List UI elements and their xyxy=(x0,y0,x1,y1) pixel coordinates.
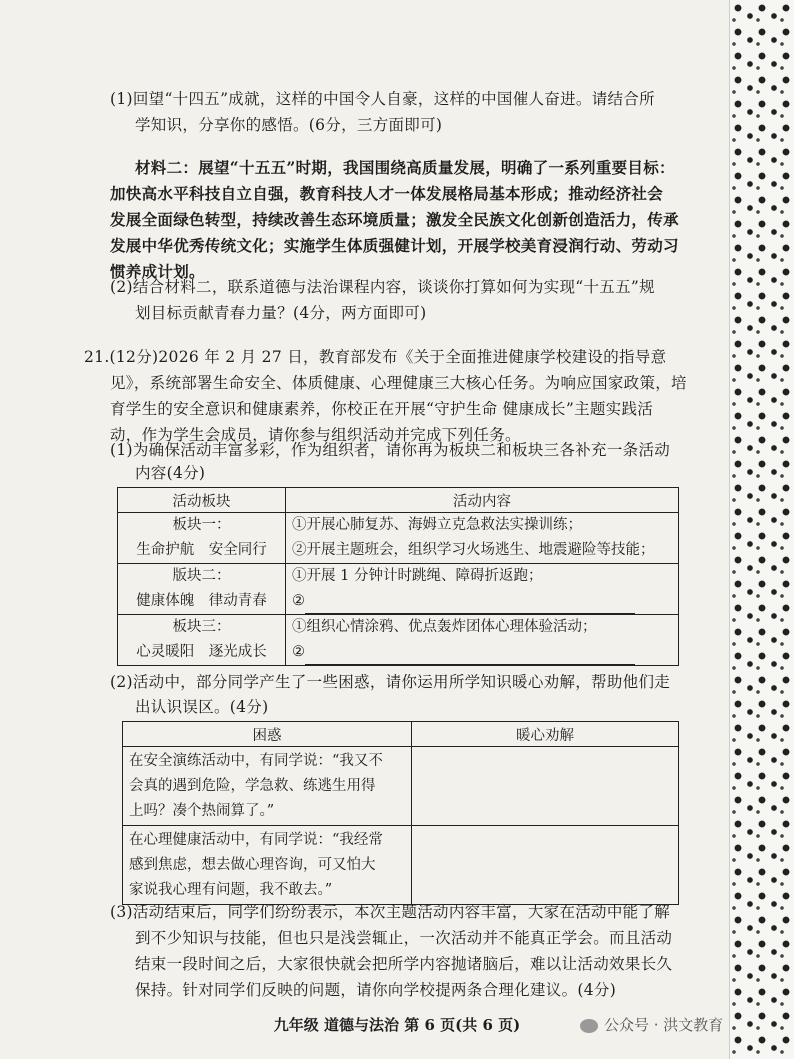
material2-line4: 发展中华优秀传统文化；实施学生体质强健计划，开展学校美育浸润行动、劳动习 xyxy=(110,236,679,255)
block-title: 板块三： xyxy=(172,619,231,635)
q21-sub3-line3: 结束一段时间之后，大家很快就会把所学内容抛诸脑后，难以让活动效果长久 xyxy=(135,955,673,973)
q21-line1: 21.(12分)2026 年 2 月 27 日，教育部发布《关于全面推进健康学校建设的指导意 xyxy=(84,348,667,366)
content-cell xyxy=(286,513,679,564)
q21-sub3-line4: 保持。针对同学们反映的问题，请你向学校提两条合理化建议。(4分) xyxy=(135,981,617,999)
answer-blank[interactable] xyxy=(305,597,635,614)
q20-sub1-line2: 学知识，分享你的感悟。(6分，三方面即可) xyxy=(135,116,443,134)
content-item: ①开展 1 分钟计时跳绳、障碍折返跑； xyxy=(292,568,543,584)
q21-line2: 见》，系统部署生命安全、体质健康、心理健康三大核心任务。为响应国家政策，培 xyxy=(110,374,687,392)
confusion-text: 感到焦虑，想去做心理咨询，可又怕大 xyxy=(129,856,376,873)
block-title: 板块一： xyxy=(172,517,231,533)
confusion-text: 上吗？凑个热闹算了。” xyxy=(129,802,275,819)
content-item: ②开展主题班会，组织学习火场逃生、地震避险等技能； xyxy=(292,542,655,558)
block-title: 版块二： xyxy=(172,568,231,584)
q21-sub2-line2: 出认识误区。(4分) xyxy=(135,698,269,716)
confusion-text: 家说我心理有问题，我不敢去。” xyxy=(129,881,333,898)
confusion-cell xyxy=(123,747,412,826)
answer-cell[interactable] xyxy=(412,826,679,905)
answer-cell[interactable] xyxy=(412,747,679,826)
confusion-text: 会真的遇到危险，学急救、练逃生用得 xyxy=(129,777,376,794)
confusion-cell xyxy=(123,826,412,905)
material2-line3: 发展全面绿色转型，持续改善生态环境质量；激发全民族文化创新创造活力，传承 xyxy=(110,210,679,229)
table-row xyxy=(123,747,679,826)
content-item: ①开展心肺复苏、海姆立克急救法实操训练； xyxy=(292,517,582,533)
confusion-table-head-a: 暖心劝解 xyxy=(412,722,679,747)
q21-sub1-line2: 内容(4分) xyxy=(135,464,206,482)
block-cell xyxy=(118,564,286,615)
block-cell xyxy=(118,513,286,564)
wechat-icon xyxy=(580,1019,598,1033)
material2-line2: 加快高水平科技自立自强，教育科技人才一体发展格局基本形成；推动经济社会 xyxy=(110,184,664,203)
q21-sub3-line1: (3)活动结束后，同学们纷纷表示，本次主题活动内容丰富，大家在活动中能了解 xyxy=(110,903,671,921)
table-row xyxy=(123,826,679,905)
block-subtitle: 心灵暖阳 逐光成长 xyxy=(136,644,267,660)
q21-line3: 育学生的安全意识和健康素养，你校正在开展“守护生命 健康成长”主题实践活 xyxy=(110,400,654,418)
activity-table xyxy=(117,487,679,666)
confusion-table xyxy=(122,721,679,905)
material2-line1: 材料二：展望“十五五”时期，我国围绕高质量发展，明确了一系列重要目标： xyxy=(135,158,675,177)
table-row xyxy=(118,513,679,564)
page-edge-pattern xyxy=(729,0,794,1059)
material2-line5: 惯养成计划。 xyxy=(110,262,205,281)
answer-blank[interactable] xyxy=(305,648,635,665)
q20-sub2-line2: 划目标贡献青春力量？(4分，两方面即可) xyxy=(135,304,427,322)
page-footer: 九年级 道德与法治 第 6 页(共 6 页) xyxy=(273,1016,521,1034)
content-item: ② xyxy=(292,593,305,609)
confusion-text: 在安全演练活动中，有同学说：“我又不 xyxy=(129,752,383,769)
q21-line4: 动，作为学生会成员，请你参与组织活动并完成下列任务。 xyxy=(110,426,521,444)
q20-sub2-line1: (2)结合材料二，联系道德与法治课程内容，谈谈你打算如何为实现“十五五”规 xyxy=(110,278,655,296)
q20-sub1-line1: (1)回望“十四五”成就，这样的中国令人自豪，这样的中国催人奋进。请结合所 xyxy=(110,90,655,108)
content-cell xyxy=(286,615,679,666)
content-item: ② xyxy=(292,644,305,660)
activity-table-head-content: 活动内容 xyxy=(286,488,679,513)
block-subtitle: 生命护航 安全同行 xyxy=(136,542,267,558)
q21-sub2-line1: (2)活动中，部分同学产生了一些困惑，请你运用所学知识暖心劝解，帮助他们走 xyxy=(110,673,671,691)
block-cell xyxy=(118,615,286,666)
watermark xyxy=(580,1014,723,1035)
activity-table-head-block: 活动板块 xyxy=(118,488,286,513)
confusion-table-head-q: 困惑 xyxy=(123,722,412,747)
table-row xyxy=(118,615,679,666)
content-cell xyxy=(286,564,679,615)
table-row xyxy=(118,564,679,615)
watermark-text: 公众号 · 洪文教育 xyxy=(604,1016,724,1034)
q21-sub1-line1: (1)为确保活动丰富多彩，作为组织者，请你再为板块二和板块三各补充一条活动 xyxy=(110,441,671,459)
q21-sub3-line2: 到不少知识与技能，但也只是浅尝辄止，一次活动并不能真正学会。而且活动 xyxy=(135,929,673,947)
content-item: ①组织心情涂鸦、优点轰炸团体心理体验活动； xyxy=(292,619,597,635)
block-subtitle: 健康体魄 律动青春 xyxy=(136,593,267,609)
confusion-text: 在心理健康活动中，有同学说：“我经常 xyxy=(129,831,383,848)
